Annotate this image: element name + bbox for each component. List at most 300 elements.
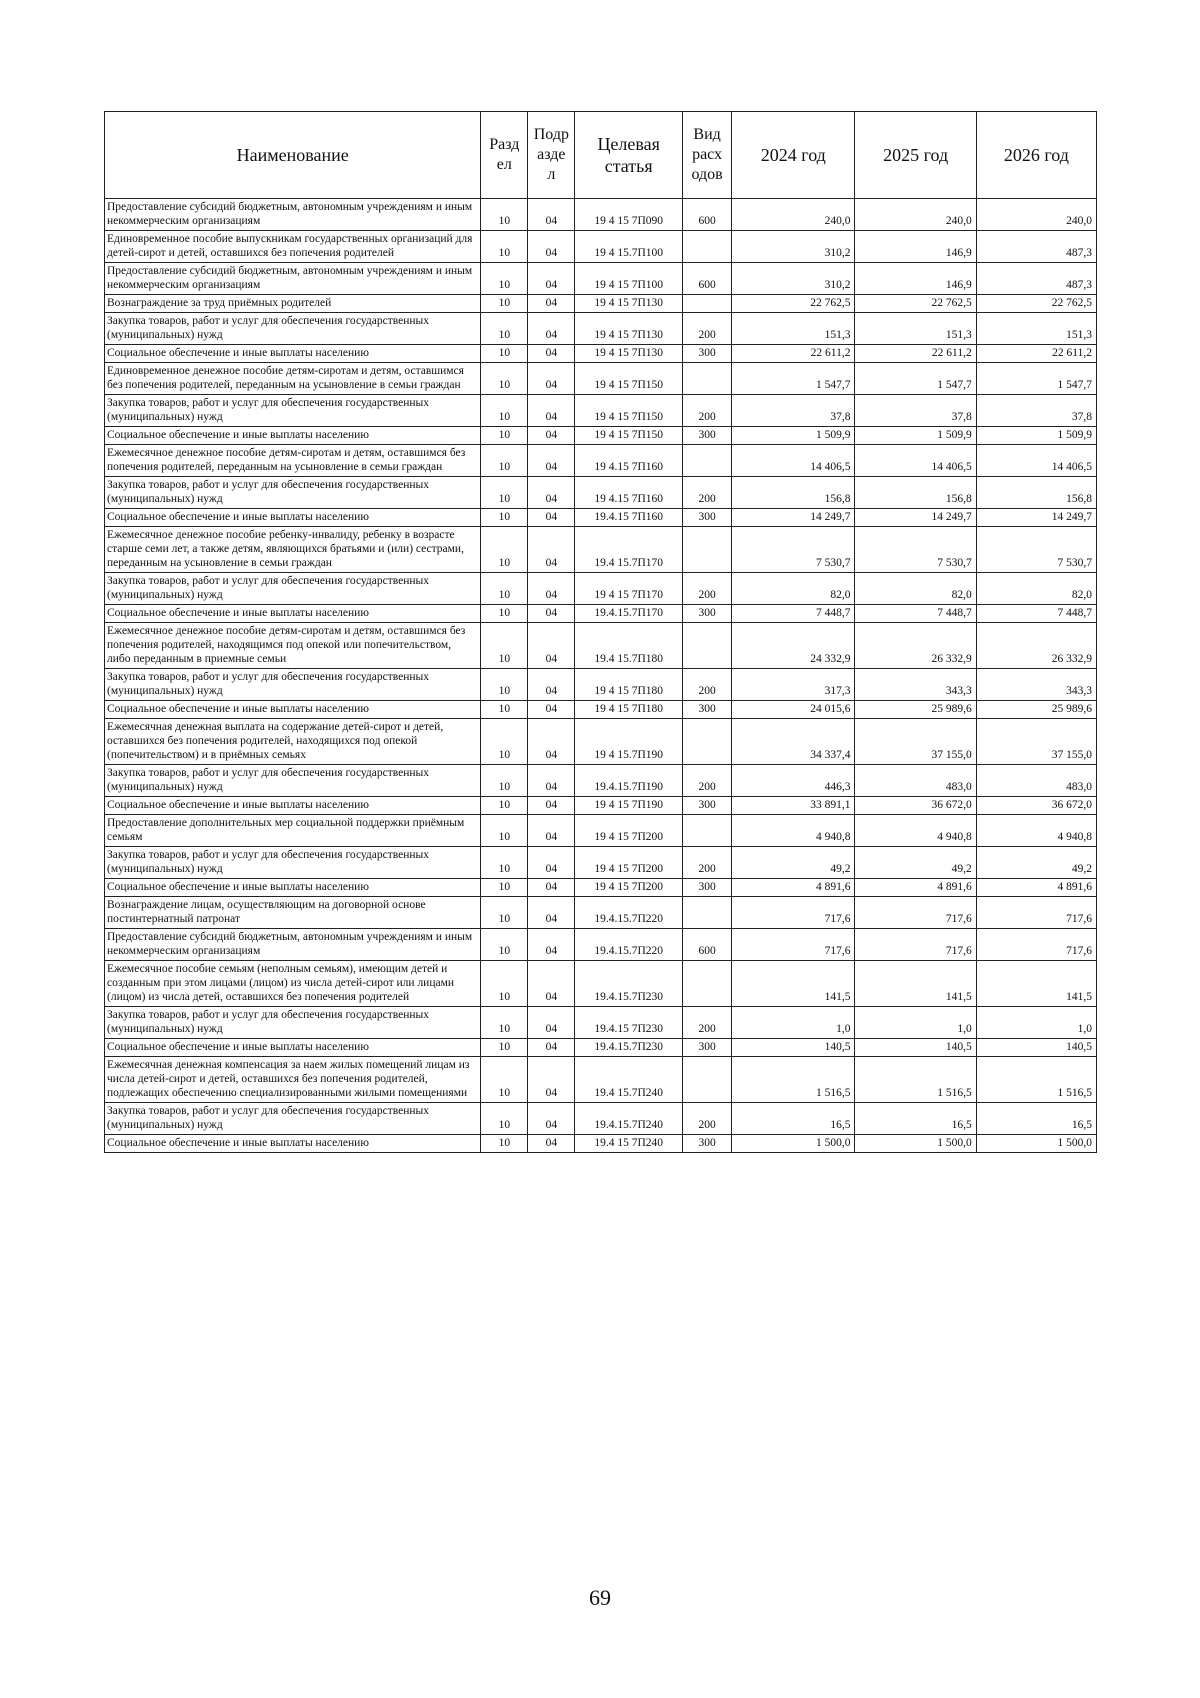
- cell-section: 10: [481, 815, 528, 847]
- cell-target-article: 19.4.15 7П160: [575, 509, 683, 527]
- table-row: [105, 445, 1097, 477]
- cell-subsection: 04: [528, 815, 575, 847]
- cell-2025: 26 332,9: [855, 623, 976, 669]
- table-row: [105, 961, 1097, 1007]
- table-row: [105, 1039, 1097, 1057]
- cell-section: 10: [481, 847, 528, 879]
- table-row: [105, 295, 1097, 313]
- cell-subsection: 04: [528, 363, 575, 395]
- table-row: [105, 477, 1097, 509]
- cell-2026: 717,6: [976, 897, 1096, 929]
- cell-2025: 1 509,9: [855, 427, 976, 445]
- cell-2025: 1 500,0: [855, 1135, 976, 1153]
- cell-expense-type: 300: [683, 427, 732, 445]
- cell-2024: 240,0: [732, 199, 855, 231]
- cell-name: Единовременное пособие выпускникам государственных организаций для детей-сирот и детей, оставшихся без попечения родителей: [105, 231, 481, 263]
- cell-2024: 1 500,0: [732, 1135, 855, 1153]
- cell-2025: 37 155,0: [855, 719, 976, 765]
- cell-name: Ежемесячное денежное пособие детям-сиротам и детям, оставшимся без попечения родителей, находящимся под опекой или попечительством, либо переданным в приемные семьи: [105, 623, 481, 669]
- cell-section: 10: [481, 295, 528, 313]
- cell-target-article: 19 4 15 7П100: [575, 263, 683, 295]
- cell-expense-type: 600: [683, 199, 732, 231]
- cell-name: Предоставление субсидий бюджетным, автономным учреждениям и иным некоммерческим организациям: [105, 929, 481, 961]
- cell-target-article: 19 4 15 7П200: [575, 879, 683, 897]
- table-row: [105, 1007, 1097, 1039]
- cell-2024: 140,5: [732, 1039, 855, 1057]
- cell-expense-type: [683, 897, 732, 929]
- cell-2025: 7 530,7: [855, 527, 976, 573]
- cell-2026: 36 672,0: [976, 797, 1096, 815]
- table-row: [105, 669, 1097, 701]
- cell-subsection: 04: [528, 1135, 575, 1153]
- cell-subsection: 04: [528, 929, 575, 961]
- cell-expense-type: 300: [683, 345, 732, 363]
- cell-2024: 310,2: [732, 263, 855, 295]
- cell-expense-type: 200: [683, 1007, 732, 1039]
- cell-2024: 22 762,5: [732, 295, 855, 313]
- cell-2024: 1 547,7: [732, 363, 855, 395]
- cell-2026: 156,8: [976, 477, 1096, 509]
- cell-subsection: 04: [528, 961, 575, 1007]
- cell-2026: 25 989,6: [976, 701, 1096, 719]
- cell-2024: 4 891,6: [732, 879, 855, 897]
- cell-2024: 717,6: [732, 897, 855, 929]
- cell-name: Ежемесячное денежное пособие детям-сиротам и детям, оставшимся без попечения родителей, переданным на усыновление в семьи граждан: [105, 445, 481, 477]
- cell-expense-type: 200: [683, 313, 732, 345]
- cell-name: Вознаграждение лицам, осуществляющим на договорной основе постинтернатный патронат: [105, 897, 481, 929]
- cell-2026: 483,0: [976, 765, 1096, 797]
- cell-expense-type: 300: [683, 797, 732, 815]
- cell-name: Предоставление дополнительных мер социальной поддержки приёмным семьям: [105, 815, 481, 847]
- cell-section: 10: [481, 929, 528, 961]
- cell-section: 10: [481, 1135, 528, 1153]
- cell-2026: 1,0: [976, 1007, 1096, 1039]
- cell-subsection: 04: [528, 395, 575, 427]
- cell-section: 10: [481, 1103, 528, 1135]
- cell-2026: 4 891,6: [976, 879, 1096, 897]
- cell-2025: 343,3: [855, 669, 976, 701]
- cell-expense-type: [683, 961, 732, 1007]
- cell-target-article: 19 4 15 7П130: [575, 313, 683, 345]
- table-row: [105, 345, 1097, 363]
- cell-2026: 343,3: [976, 669, 1096, 701]
- cell-2025: 717,6: [855, 897, 976, 929]
- cell-name: Закупка товаров, работ и услуг для обеспечения государственных (муниципальных) нужд: [105, 1103, 481, 1135]
- cell-2025: 483,0: [855, 765, 976, 797]
- cell-target-article: 19 4 15 7П150: [575, 363, 683, 395]
- cell-expense-type: 200: [683, 847, 732, 879]
- cell-subsection: 04: [528, 1007, 575, 1039]
- cell-2026: 140,5: [976, 1039, 1096, 1057]
- cell-name: Вознаграждение за труд приёмных родителей: [105, 295, 481, 313]
- cell-subsection: 04: [528, 897, 575, 929]
- cell-section: 10: [481, 199, 528, 231]
- cell-name: Предоставление субсидий бюджетным, автономным учреждениям и иным некоммерческим организациям: [105, 263, 481, 295]
- table-row: [105, 363, 1097, 395]
- cell-subsection: 04: [528, 623, 575, 669]
- header-section: Разд ел: [481, 112, 528, 199]
- cell-2024: 14 406,5: [732, 445, 855, 477]
- cell-2025: 240,0: [855, 199, 976, 231]
- table-row: [105, 623, 1097, 669]
- cell-expense-type: [683, 623, 732, 669]
- cell-subsection: 04: [528, 427, 575, 445]
- cell-section: 10: [481, 527, 528, 573]
- header-target-article: Целевая статья: [575, 112, 683, 199]
- cell-subsection: 04: [528, 605, 575, 623]
- cell-target-article: 19 4 15 7П130: [575, 345, 683, 363]
- cell-2025: 22 762,5: [855, 295, 976, 313]
- cell-subsection: 04: [528, 847, 575, 879]
- table-row: [105, 1135, 1097, 1153]
- cell-target-article: 19.4.15 7П230: [575, 1007, 683, 1039]
- cell-name: Социальное обеспечение и иные выплаты населению: [105, 1135, 481, 1153]
- budget-table: [104, 111, 1097, 1153]
- cell-target-article: 19.4 15.7П170: [575, 527, 683, 573]
- cell-expense-type: [683, 1057, 732, 1103]
- cell-expense-type: [683, 363, 732, 395]
- table-row: [105, 847, 1097, 879]
- cell-section: 10: [481, 573, 528, 605]
- cell-2024: 34 337,4: [732, 719, 855, 765]
- cell-target-article: 19.4 15.7П240: [575, 1057, 683, 1103]
- cell-2025: 82,0: [855, 573, 976, 605]
- cell-section: 10: [481, 345, 528, 363]
- table-row: [105, 701, 1097, 719]
- cell-2024: 16,5: [732, 1103, 855, 1135]
- cell-expense-type: [683, 719, 732, 765]
- cell-subsection: 04: [528, 719, 575, 765]
- cell-subsection: 04: [528, 573, 575, 605]
- cell-subsection: 04: [528, 1103, 575, 1135]
- cell-2026: 14 406,5: [976, 445, 1096, 477]
- cell-target-article: 19 4 15 7П180: [575, 669, 683, 701]
- cell-2025: 1 547,7: [855, 363, 976, 395]
- cell-2026: 487,3: [976, 231, 1096, 263]
- cell-target-article: 19.4.15.7П240: [575, 1103, 683, 1135]
- cell-section: 10: [481, 363, 528, 395]
- cell-target-article: 19 4 15 7П170: [575, 573, 683, 605]
- cell-name: Закупка товаров, работ и услуг для обеспечения государственных (муниципальных) нужд: [105, 1007, 481, 1039]
- cell-subsection: 04: [528, 1039, 575, 1057]
- header-2026: 2026 год: [976, 112, 1096, 199]
- table-row: [105, 719, 1097, 765]
- cell-section: 10: [481, 1057, 528, 1103]
- cell-subsection: 04: [528, 527, 575, 573]
- cell-target-article: 19.4.15.7П230: [575, 961, 683, 1007]
- cell-2024: 4 940,8: [732, 815, 855, 847]
- cell-expense-type: 300: [683, 605, 732, 623]
- cell-2026: 49,2: [976, 847, 1096, 879]
- header-2024: 2024 год: [732, 112, 855, 199]
- cell-2026: 7 448,7: [976, 605, 1096, 623]
- cell-target-article: 19 4 15 7П190: [575, 797, 683, 815]
- table-row: [105, 263, 1097, 295]
- cell-name: Социальное обеспечение и иные выплаты населению: [105, 605, 481, 623]
- cell-name: Социальное обеспечение и иные выплаты населению: [105, 345, 481, 363]
- cell-section: 10: [481, 231, 528, 263]
- cell-2024: 1,0: [732, 1007, 855, 1039]
- cell-name: Ежемесячная денежная компенсация за наем жилых помещений лицам из числа детей-сирот и детей, оставшихся без попечения родителей, подлежащих обеспечению специализированными жилыми помещениями: [105, 1057, 481, 1103]
- table-row: [105, 879, 1097, 897]
- cell-expense-type: 200: [683, 1103, 732, 1135]
- cell-expense-type: 200: [683, 573, 732, 605]
- cell-2025: 14 249,7: [855, 509, 976, 527]
- cell-2024: 24 332,9: [732, 623, 855, 669]
- cell-expense-type: [683, 815, 732, 847]
- cell-expense-type: 300: [683, 879, 732, 897]
- cell-target-article: 19.4 15.7П180: [575, 623, 683, 669]
- cell-2025: 37,8: [855, 395, 976, 427]
- cell-2026: 487,3: [976, 263, 1096, 295]
- header-name: Наименование: [105, 112, 481, 199]
- cell-2024: 717,6: [732, 929, 855, 961]
- cell-subsection: 04: [528, 263, 575, 295]
- cell-section: 10: [481, 427, 528, 445]
- cell-2024: 317,3: [732, 669, 855, 701]
- cell-2026: 4 940,8: [976, 815, 1096, 847]
- cell-subsection: 04: [528, 313, 575, 345]
- cell-target-article: 19 4 15 7П150: [575, 395, 683, 427]
- cell-2025: 4 891,6: [855, 879, 976, 897]
- cell-2025: 146,9: [855, 263, 976, 295]
- cell-2025: 4 940,8: [855, 815, 976, 847]
- cell-2025: 14 406,5: [855, 445, 976, 477]
- cell-2026: 26 332,9: [976, 623, 1096, 669]
- cell-target-article: 19.4.15.7П220: [575, 929, 683, 961]
- cell-section: 10: [481, 1039, 528, 1057]
- cell-name: Закупка товаров, работ и услуг для обеспечения государственных (муниципальных) нужд: [105, 669, 481, 701]
- cell-target-article: 19 4.15 7П160: [575, 445, 683, 477]
- cell-expense-type: 200: [683, 669, 732, 701]
- cell-2025: 146,9: [855, 231, 976, 263]
- cell-2024: 49,2: [732, 847, 855, 879]
- cell-expense-type: [683, 231, 732, 263]
- cell-2024: 37,8: [732, 395, 855, 427]
- cell-name: Закупка товаров, работ и услуг для обеспечения государственных (муниципальных) нужд: [105, 765, 481, 797]
- table-header-row: [105, 112, 1097, 199]
- header-subsection: Подр азде л: [528, 112, 575, 199]
- cell-subsection: 04: [528, 477, 575, 509]
- cell-name: Социальное обеспечение и иные выплаты населению: [105, 797, 481, 815]
- cell-2024: 446,3: [732, 765, 855, 797]
- cell-name: Ежемесячная денежная выплата на содержание детей-сирот и детей, оставшихся без попечения родителей, находящихся под опекой (попечительством) и в приёмных семьях: [105, 719, 481, 765]
- cell-2026: 1 500,0: [976, 1135, 1096, 1153]
- budget-table-container: [104, 111, 1097, 1153]
- cell-2025: 16,5: [855, 1103, 976, 1135]
- cell-target-article: 19 4 15.7П190: [575, 719, 683, 765]
- cell-section: 10: [481, 623, 528, 669]
- cell-section: 10: [481, 719, 528, 765]
- table-row: [105, 815, 1097, 847]
- cell-2026: 240,0: [976, 199, 1096, 231]
- cell-section: 10: [481, 669, 528, 701]
- table-row: [105, 929, 1097, 961]
- cell-expense-type: [683, 295, 732, 313]
- cell-2025: 7 448,7: [855, 605, 976, 623]
- cell-subsection: 04: [528, 509, 575, 527]
- table-row: [105, 199, 1097, 231]
- cell-subsection: 04: [528, 345, 575, 363]
- cell-target-article: 19.4.15.7П170: [575, 605, 683, 623]
- cell-2024: 156,8: [732, 477, 855, 509]
- cell-2026: 1 547,7: [976, 363, 1096, 395]
- cell-name: Закупка товаров, работ и услуг для обеспечения государственных (муниципальных) нужд: [105, 477, 481, 509]
- cell-name: Социальное обеспечение и иные выплаты населению: [105, 427, 481, 445]
- cell-2025: 36 672,0: [855, 797, 976, 815]
- cell-name: Ежемесячное пособие семьям (неполным семьям), имеющим детей и созданным при этом лицами (лицом) из числа детей-сирот или лицами (лицом) из числа детей, оставшихся без попечения родителей: [105, 961, 481, 1007]
- cell-2025: 22 611,2: [855, 345, 976, 363]
- cell-subsection: 04: [528, 231, 575, 263]
- cell-expense-type: 600: [683, 929, 732, 961]
- cell-2026: 16,5: [976, 1103, 1096, 1135]
- cell-2024: 310,2: [732, 231, 855, 263]
- cell-subsection: 04: [528, 199, 575, 231]
- cell-2024: 24 015,6: [732, 701, 855, 719]
- cell-2026: 22 762,5: [976, 295, 1096, 313]
- table-row: [105, 509, 1097, 527]
- cell-2024: 22 611,2: [732, 345, 855, 363]
- header-2025: 2025 год: [855, 112, 976, 199]
- cell-expense-type: 300: [683, 1039, 732, 1057]
- cell-subsection: 04: [528, 797, 575, 815]
- cell-2026: 82,0: [976, 573, 1096, 605]
- cell-2025: 156,8: [855, 477, 976, 509]
- cell-name: Закупка товаров, работ и услуг для обеспечения государственных (муниципальных) нужд: [105, 847, 481, 879]
- cell-2024: 14 249,7: [732, 509, 855, 527]
- cell-2025: 717,6: [855, 929, 976, 961]
- cell-target-article: 19 4 15 7П090: [575, 199, 683, 231]
- cell-2026: 1 516,5: [976, 1057, 1096, 1103]
- cell-name: Социальное обеспечение и иные выплаты населению: [105, 1039, 481, 1057]
- table-row: [105, 231, 1097, 263]
- table-body: [105, 199, 1097, 1153]
- cell-name: Закупка товаров, работ и услуг для обеспечения государственных (муниципальных) нужд: [105, 573, 481, 605]
- cell-2024: 7 448,7: [732, 605, 855, 623]
- cell-name: Предоставление субсидий бюджетным, автономным учреждениям и иным некоммерческим организациям: [105, 199, 481, 231]
- cell-section: 10: [481, 605, 528, 623]
- table-row: [105, 573, 1097, 605]
- cell-2025: 140,5: [855, 1039, 976, 1057]
- cell-subsection: 04: [528, 669, 575, 701]
- cell-target-article: 19 4 15.7П100: [575, 231, 683, 263]
- cell-subsection: 04: [528, 879, 575, 897]
- cell-2024: 1 509,9: [732, 427, 855, 445]
- cell-subsection: 04: [528, 1057, 575, 1103]
- cell-section: 10: [481, 395, 528, 427]
- cell-2026: 151,3: [976, 313, 1096, 345]
- cell-name: Социальное обеспечение и иные выплаты населению: [105, 701, 481, 719]
- cell-name: Социальное обеспечение и иные выплаты населению: [105, 879, 481, 897]
- cell-section: 10: [481, 1007, 528, 1039]
- cell-section: 10: [481, 509, 528, 527]
- table-row: [105, 1103, 1097, 1135]
- cell-expense-type: 300: [683, 509, 732, 527]
- table-row: [105, 313, 1097, 345]
- cell-name: Ежемесячное денежное пособие ребенку-инвалиду, ребенку в возрасте старше семи лет, а также детям, являющихся братьями и (или) сестрами, переданным на усыновление в семьи граждан: [105, 527, 481, 573]
- cell-name: Единовременное денежное пособие детям-сиротам и детям, оставшимся без попечения родителей, переданным на усыновление в семьи граждан: [105, 363, 481, 395]
- table-row: [105, 765, 1097, 797]
- cell-expense-type: 300: [683, 1135, 732, 1153]
- cell-2026: 22 611,2: [976, 345, 1096, 363]
- cell-expense-type: 200: [683, 395, 732, 427]
- table-row: [105, 797, 1097, 815]
- cell-target-article: 19 4.15 7П160: [575, 477, 683, 509]
- cell-section: 10: [481, 313, 528, 345]
- cell-section: 10: [481, 765, 528, 797]
- cell-2026: 7 530,7: [976, 527, 1096, 573]
- cell-2024: 151,3: [732, 313, 855, 345]
- cell-2026: 14 249,7: [976, 509, 1096, 527]
- cell-subsection: 04: [528, 295, 575, 313]
- table-row: [105, 427, 1097, 445]
- cell-2026: 37,8: [976, 395, 1096, 427]
- cell-target-article: 19 4 15 7П200: [575, 815, 683, 847]
- cell-2024: 141,5: [732, 961, 855, 1007]
- cell-2026: 141,5: [976, 961, 1096, 1007]
- table-row: [105, 395, 1097, 427]
- cell-target-article: 19 4 15 7П150: [575, 427, 683, 445]
- cell-2024: 82,0: [732, 573, 855, 605]
- cell-target-article: 19 4 15 7П200: [575, 847, 683, 879]
- cell-2026: 1 509,9: [976, 427, 1096, 445]
- cell-2024: 7 530,7: [732, 527, 855, 573]
- cell-target-article: 19 4 15 7П180: [575, 701, 683, 719]
- cell-name: Социальное обеспечение и иные выплаты населению: [105, 509, 481, 527]
- table-row: [105, 1057, 1097, 1103]
- table-row: [105, 897, 1097, 929]
- cell-target-article: 19.4.15.7П220: [575, 897, 683, 929]
- header-expense-type: Вид расх одов: [683, 112, 732, 199]
- cell-expense-type: [683, 527, 732, 573]
- table-row: [105, 605, 1097, 623]
- cell-target-article: 19.4.15.7П230: [575, 1039, 683, 1057]
- cell-2025: 1,0: [855, 1007, 976, 1039]
- cell-target-article: 19.4 15 7П240: [575, 1135, 683, 1153]
- cell-subsection: 04: [528, 445, 575, 477]
- cell-2025: 25 989,6: [855, 701, 976, 719]
- cell-expense-type: [683, 445, 732, 477]
- cell-section: 10: [481, 961, 528, 1007]
- cell-2025: 1 516,5: [855, 1057, 976, 1103]
- cell-2024: 33 891,1: [732, 797, 855, 815]
- cell-section: 10: [481, 797, 528, 815]
- cell-expense-type: 300: [683, 701, 732, 719]
- cell-2026: 717,6: [976, 929, 1096, 961]
- cell-2025: 49,2: [855, 847, 976, 879]
- cell-section: 10: [481, 263, 528, 295]
- cell-2024: 1 516,5: [732, 1057, 855, 1103]
- cell-section: 10: [481, 477, 528, 509]
- cell-expense-type: 200: [683, 477, 732, 509]
- cell-target-article: 19.4.15.7П190: [575, 765, 683, 797]
- cell-2026: 37 155,0: [976, 719, 1096, 765]
- cell-expense-type: 200: [683, 765, 732, 797]
- cell-subsection: 04: [528, 765, 575, 797]
- cell-section: 10: [481, 445, 528, 477]
- cell-section: 10: [481, 879, 528, 897]
- cell-expense-type: 600: [683, 263, 732, 295]
- cell-subsection: 04: [528, 701, 575, 719]
- cell-name: Закупка товаров, работ и услуг для обеспечения государственных (муниципальных) нужд: [105, 313, 481, 345]
- cell-name: Закупка товаров, работ и услуг для обеспечения государственных (муниципальных) нужд: [105, 395, 481, 427]
- cell-section: 10: [481, 701, 528, 719]
- cell-target-article: 19 4 15 7П130: [575, 295, 683, 313]
- cell-section: 10: [481, 897, 528, 929]
- cell-2025: 151,3: [855, 313, 976, 345]
- page-number: 69: [589, 1585, 611, 1610]
- cell-2025: 141,5: [855, 961, 976, 1007]
